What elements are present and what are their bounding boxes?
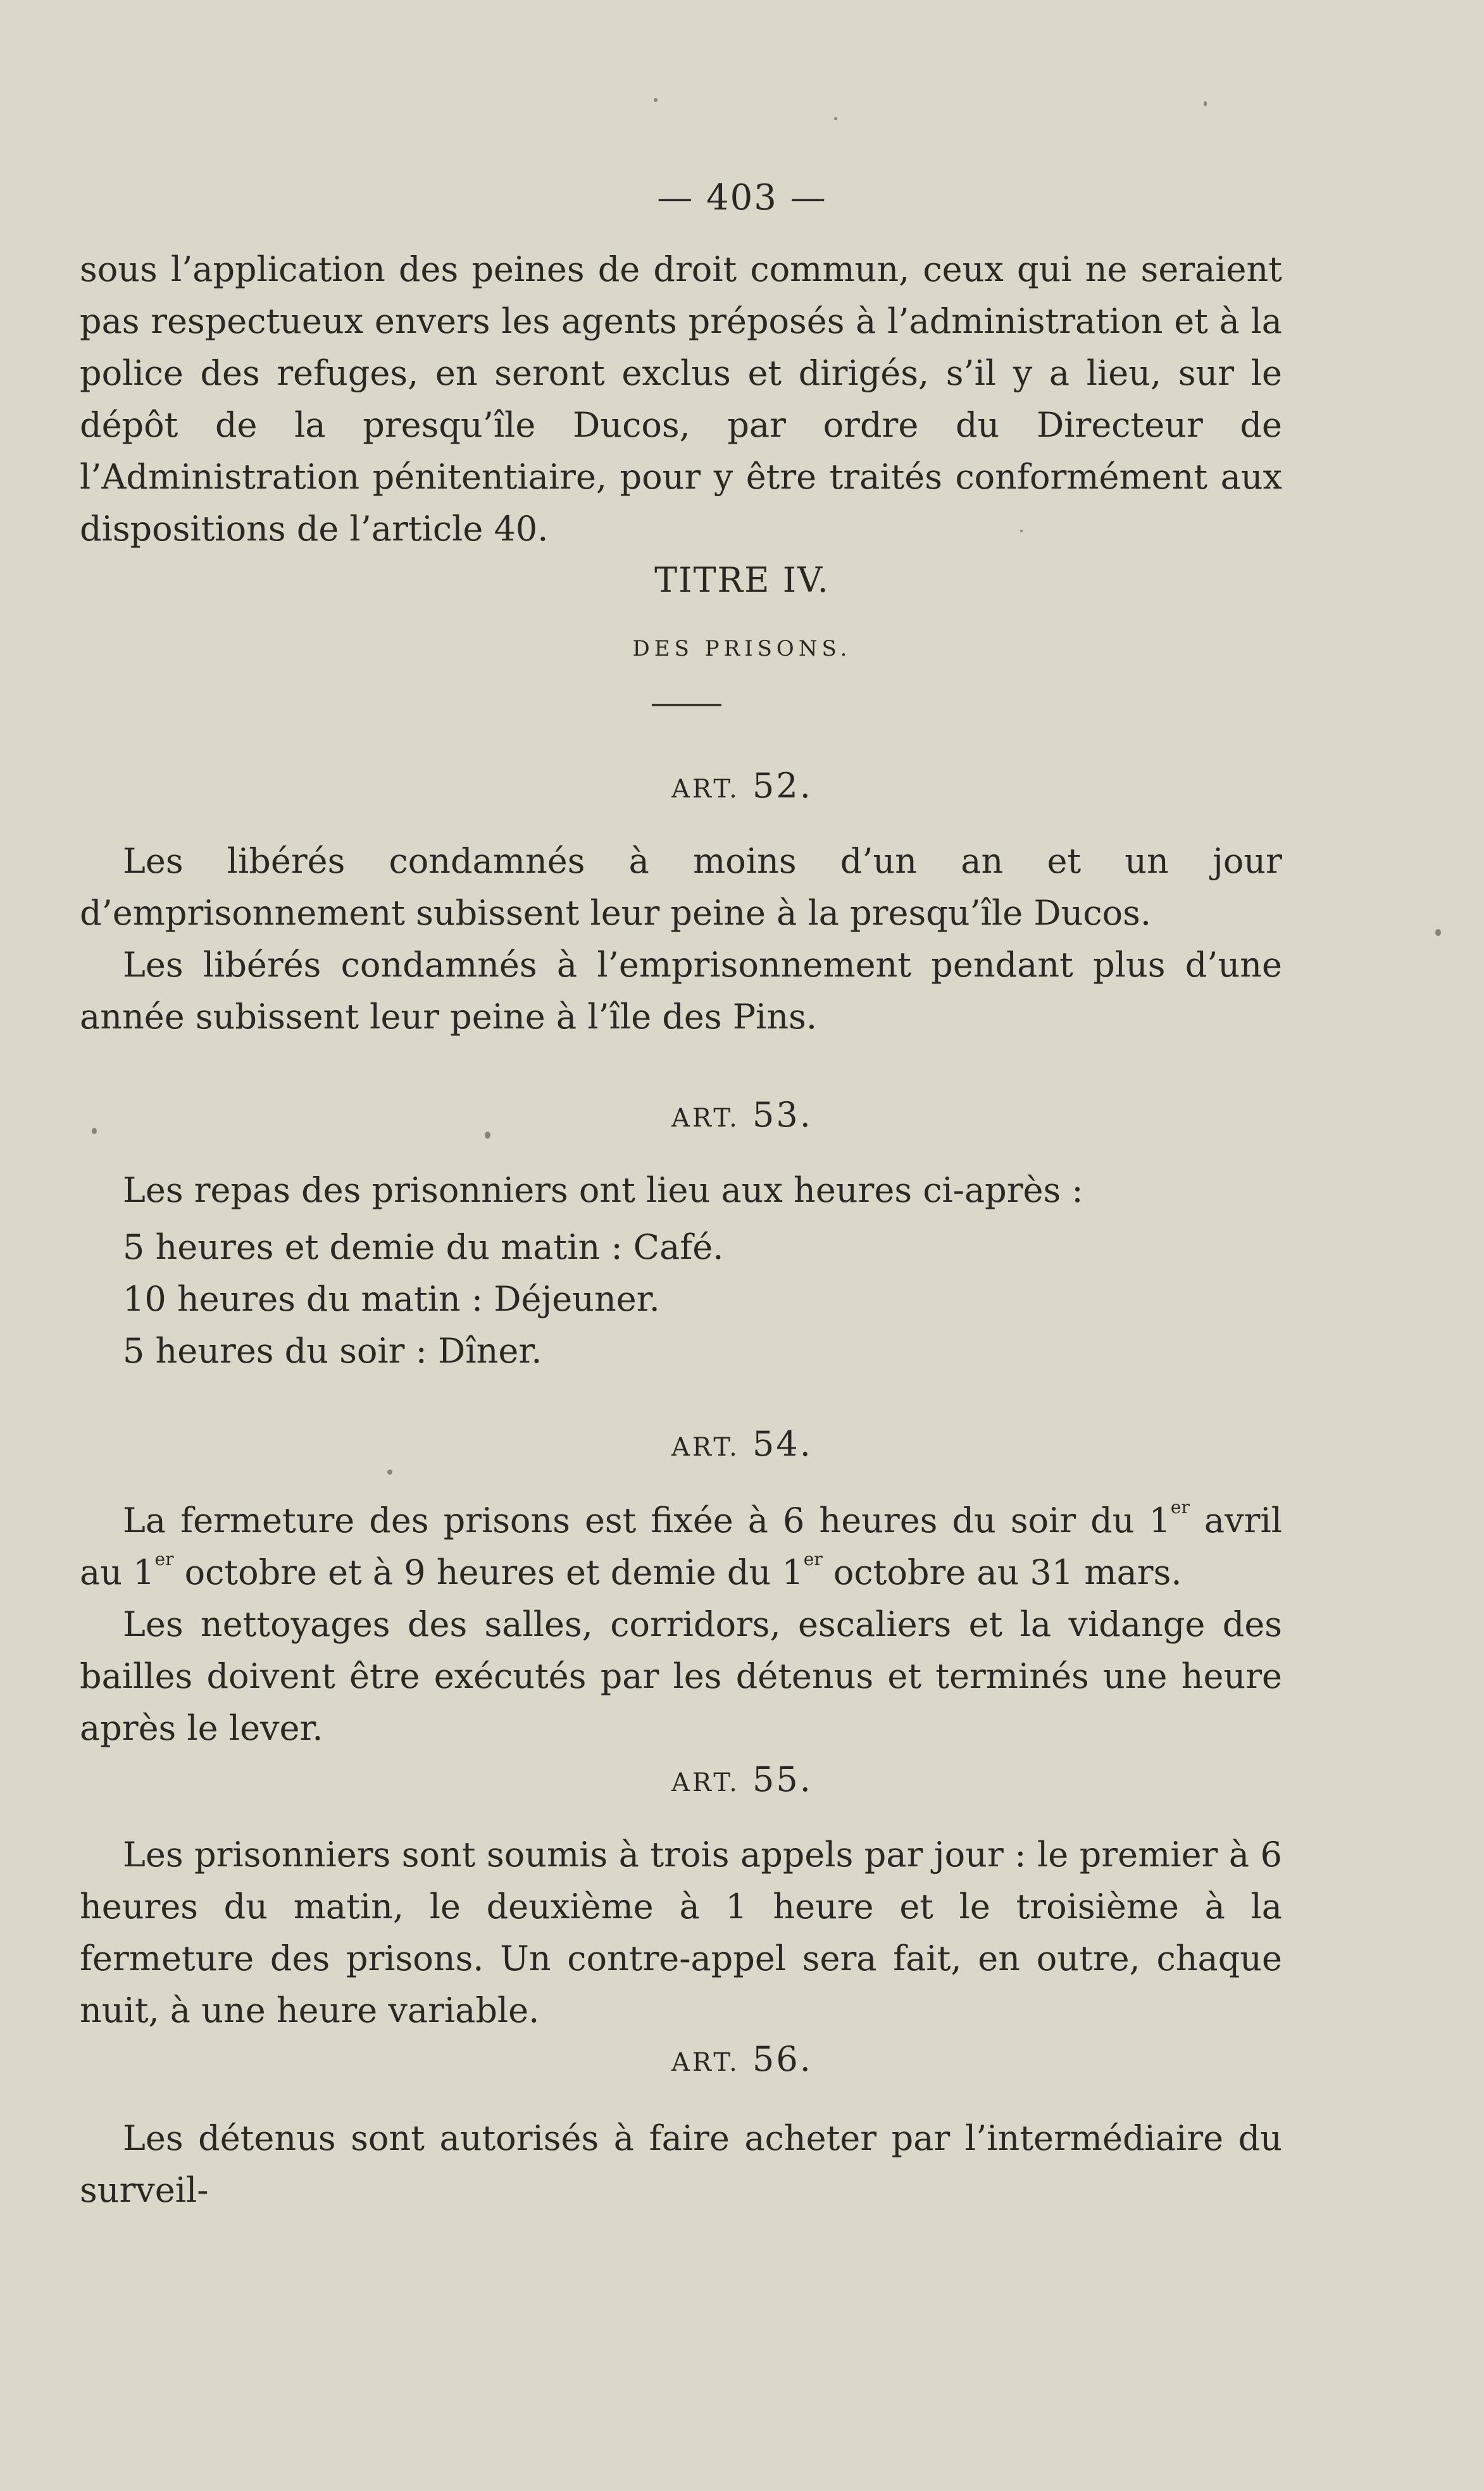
article-55-body bbox=[80, 1829, 1282, 2037]
article-prefix: ART. bbox=[671, 1768, 740, 1797]
article-53-body bbox=[80, 1164, 1282, 1377]
article-55-heading bbox=[0, 1759, 1484, 1799]
article-prefix: ART. bbox=[671, 1104, 740, 1133]
article-prefix: ART. bbox=[671, 775, 740, 804]
article-number: 54. bbox=[752, 1424, 813, 1464]
ordinal-superscript: er bbox=[803, 1549, 823, 1570]
article-53-heading bbox=[0, 1095, 1484, 1135]
article-54-paragraph-2: Les nettoyages des salles, corridors, escaliers et la vidange des bailles doivent être exécutés par les détenus et terminés une heure après le lever. bbox=[80, 1604, 1282, 1748]
paper-speck bbox=[387, 1470, 392, 1475]
article-prefix: ART. bbox=[671, 1433, 740, 1462]
paper-speck bbox=[834, 117, 837, 120]
meal-schedule-item: 5 heures du soir : Dîner. bbox=[123, 1331, 542, 1371]
article-55-paragraph-1: Les prisonniers sont soumis à trois appels par jour : le premier à 6 heures du matin, le deuxième à 1 heure et le troisième à la fermeture des prisons. Un contre-appel sera fait, en outre, chaque nuit, à une heure variable. bbox=[80, 1835, 1282, 2030]
text-fragment: La fermeture des prisons est fixée à 6 heures du soir du 1 bbox=[123, 1501, 1171, 1540]
article-54-paragraph-1 bbox=[80, 1495, 1282, 1599]
article-number: 55. bbox=[752, 1759, 813, 1799]
meal-schedule-item: 10 heures du matin : Déjeuner. bbox=[123, 1279, 660, 1319]
paper-speck bbox=[1204, 101, 1207, 106]
intro-paragraph: sous l’application des peines de droit commun, ceux qui ne seraient pas respectueux envers les agents préposés à l’administration et à la police des refuges, en seront exclus et dirigés, s’il y a lieu, sur le dépôt de la presqu’île Ducos, par ordre du Directeur de l’Administration pénitentiaire, pour y être traités conformément aux dispositions de l’article 40. bbox=[80, 249, 1282, 549]
article-number: 52. bbox=[752, 766, 813, 806]
paper-speck bbox=[1020, 530, 1023, 532]
paper-speck bbox=[92, 1128, 97, 1134]
article-54-body bbox=[80, 1495, 1282, 1754]
paper-speck bbox=[654, 98, 658, 102]
title-rule bbox=[652, 704, 721, 706]
article-52-paragraph-2: Les libérés condamnés à l’emprisonnement pendant plus d’une année subissent leur peine à l’île des Pins. bbox=[80, 945, 1282, 1037]
text-fragment: octobre et à 9 heures et demie du 1 bbox=[173, 1552, 804, 1592]
article-prefix: ART. bbox=[671, 2048, 740, 2077]
intro-paragraph-block bbox=[80, 244, 1282, 555]
article-number: 56. bbox=[752, 2039, 813, 2079]
article-53-paragraph-1: Les repas des prisonniers ont lieu aux heures ci-après : bbox=[123, 1170, 1083, 1210]
article-52-heading bbox=[0, 766, 1484, 806]
article-52-paragraph-1: Les libérés condamnés à moins d’un an et un jour d’emprisonnement subissent leur peine à la presqu’île Ducos. bbox=[80, 841, 1282, 933]
article-54-heading bbox=[0, 1424, 1484, 1464]
paper-speck bbox=[1435, 929, 1441, 936]
article-56-paragraph-1: Les détenus sont autorisés à faire acheter par l’intermédiaire du surveil- bbox=[80, 2118, 1282, 2210]
paper-speck bbox=[485, 1132, 490, 1139]
meal-schedule-item: 5 heures et demie du matin : Café. bbox=[123, 1227, 724, 1267]
article-52-body bbox=[80, 835, 1282, 1043]
title-heading: TITRE IV. bbox=[654, 560, 830, 600]
ordinal-superscript: er bbox=[1170, 1497, 1190, 1518]
page-number: — 403 — bbox=[657, 177, 827, 218]
ordinal-superscript: er bbox=[154, 1549, 174, 1570]
article-56-body bbox=[80, 2113, 1282, 2216]
text-fragment: avril au 1 bbox=[80, 1501, 1282, 1592]
title-subheading: DES PRISONS. bbox=[632, 636, 852, 661]
article-56-heading bbox=[0, 2039, 1484, 2079]
article-number: 53. bbox=[752, 1095, 813, 1135]
text-fragment: octobre au 31 mars. bbox=[822, 1552, 1182, 1592]
